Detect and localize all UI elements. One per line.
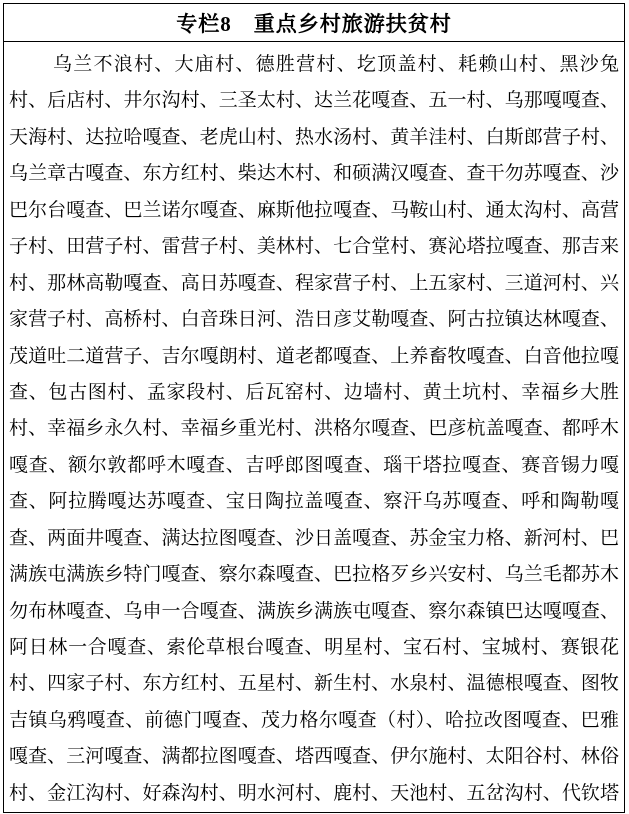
body-line: 村、四家子村、东方红村、五星村、新生村、水泉村、温德根嘎查、图牧	[9, 673, 619, 695]
panel-box	[3, 3, 625, 813]
body-line: 满族屯满族乡特门嘎查、察尔森嘎查、巴拉格歹乡兴安村、乌兰毛都苏木	[9, 564, 619, 586]
body-line: 查、阿拉腾嘎达苏嘎查、宝日陶拉盖嘎查、察汗乌苏嘎查、呼和陶勒嘎	[9, 491, 619, 513]
body-line: 勿布林嘎查、乌申一合嘎查、满族乡满族屯嘎查、察尔森镇巴达嘎嘎查、	[9, 600, 619, 622]
body-line: 乌兰章古嘎查、东方红村、柴达木村、和硕满汉嘎查、查干勿苏嘎查、沙	[9, 163, 619, 185]
body-line: 茂道吐二道营子、吉尔嘎朗村、道老都嘎查、上养畜牧嘎查、白音他拉嘎	[9, 345, 619, 367]
body-line: 查、两面井嘎查、满达拉图嘎查、沙日盖嘎查、苏金宝力格、新河村、巴	[9, 527, 619, 549]
body-line: 村、后店村、井尔沟村、三圣太村、达兰花嘎查、五一村、乌那嘎嘎查、	[9, 90, 619, 112]
panel-title-row	[4, 4, 624, 42]
body-line: 村、金江沟村、好森沟村、明水河村、鹿村、天池村、五岔沟村、代钦塔	[9, 782, 619, 804]
body-line: 嘎查、额尔敦都呼木嘎查、吉呼郎图嘎查、瑙干塔拉嘎查、赛音锡力嘎	[9, 454, 619, 476]
body-line: 吉镇乌鸦嘎查、前德门嘎查、茂力格尔嘎查（村）、哈拉改图嘎查、巴雅	[9, 709, 619, 731]
body-line: 村、幸福乡永久村、幸福乡重光村、洪格尔嘎查、巴彦杭盖嘎查、都呼木	[9, 418, 619, 440]
body-line: 天海村、达拉哈嘎查、老虎山村、热水汤村、黄羊洼村、白斯郎营子村、	[9, 126, 619, 148]
panel-body	[4, 42, 624, 812]
body-line: 子村、田营子村、雷营子村、美林村、七合堂村、赛沁塔拉嘎查、那吉来	[9, 236, 619, 258]
body-line: 查、包古图村、孟家段村、后瓦窑村、边墙村、黄土坑村、幸福乡大胜	[9, 381, 619, 403]
panel-title: 专栏8 重点乡村旅游扶贫村	[176, 11, 452, 36]
body-line: 阿日林一合嘎查、索伦草根台嘎查、明星村、宝石村、宝城村、赛银花	[9, 637, 619, 658]
body-line: 家营子村、高桥村、白音珠日河、浩日彦艾勒嘎查、阿古拉镇达林嘎查、	[9, 309, 619, 331]
body-line: 嘎查、三河嘎查、满都拉图嘎查、塔西嘎查、伊尔施村、太阳谷村、林俗	[9, 746, 619, 768]
body-line: 乌兰不浪村、大庙村、德胜营村、圪顶盖村、耗赖山村、黑沙兔	[53, 54, 619, 75]
body-line: 巴尔台嘎查、巴兰诺尔嘎查、麻斯他拉嘎查、马鞍山村、通太沟村、高营	[9, 199, 619, 221]
body-line: 村、那林高勒嘎查、高日苏嘎查、程家营子村、上五家村、三道河村、兴	[9, 272, 619, 294]
